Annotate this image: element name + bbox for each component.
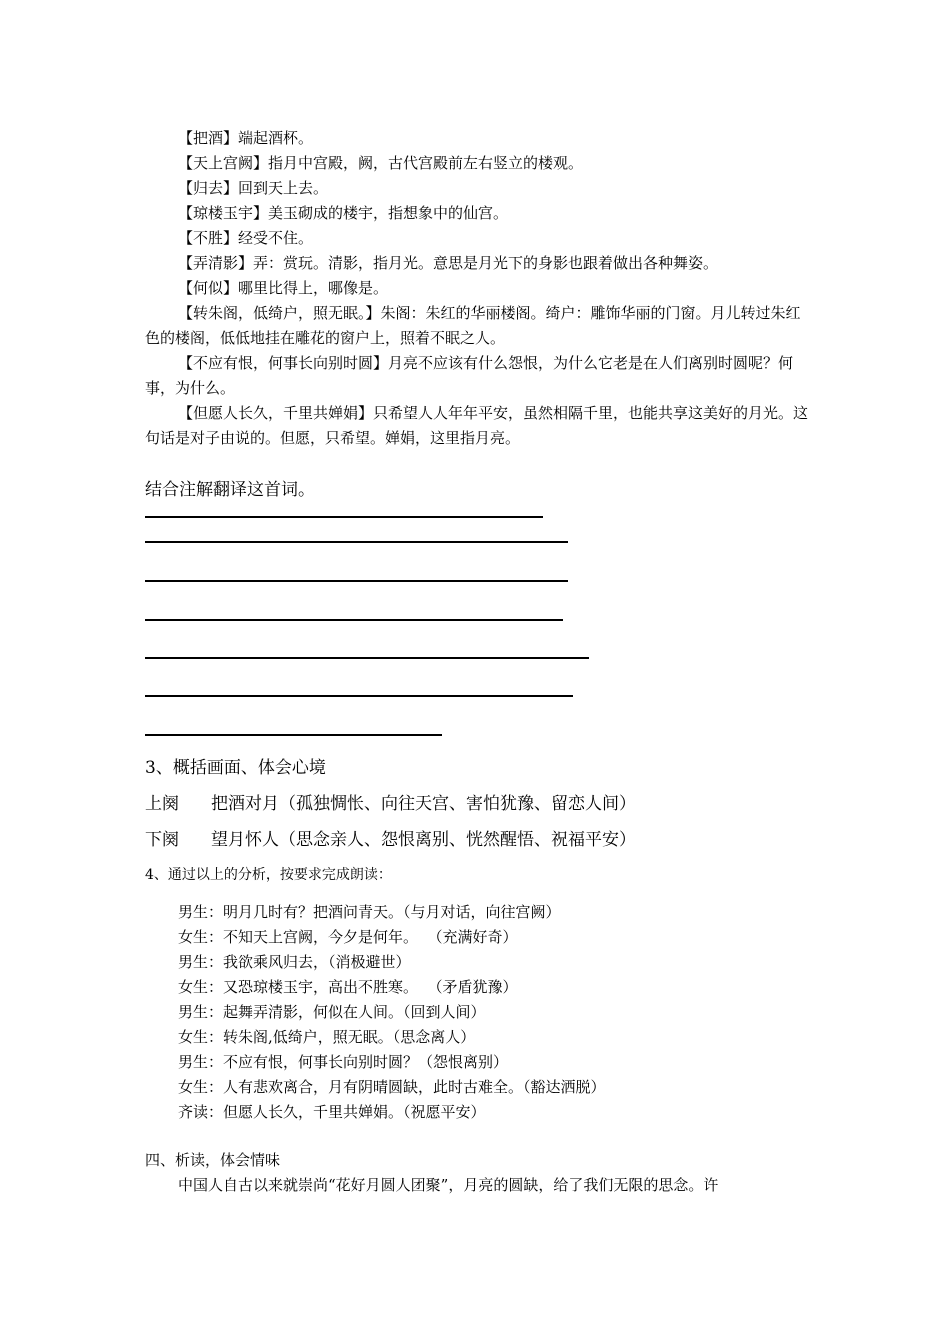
reading-line: 女生：又恐琼楼玉宇，高出不胜寒。 （矛盾犹豫） [178,978,518,996]
lower-stanza-text: 望月怀人（思念亲人、怨恨离别、恍然醒悟、祝福平安） [211,830,636,850]
annotation-item: 【不应有恨，何事长向别时圆】月亮不应该有什么怨恨，为什么它老是在人们离别时圆呢？何事，为什么。 [145,354,794,397]
upper-stanza-summary [145,792,636,816]
lower-stanza-summary [145,828,636,852]
reading-line: 女生：转朱阁,低绮户，照无眠。（思念离人） [178,1028,476,1046]
answer-blank-line [145,619,563,621]
annotation-item: 【天上宫阙】指月中宫殿，阙，古代宫殿前左右竖立的楼观。 [178,154,584,172]
answer-blank-line [145,695,573,697]
annotation-item: 【何似】哪里比得上，哪像是。 [178,279,389,297]
reading-line: 齐读：但愿人长久，千里共婵娟。（祝愿平安） [178,1103,486,1121]
answer-blank-line [145,580,568,582]
annotation-item: 【归去】回到天上去。 [178,179,329,197]
reading-line: 女生：人有悲欢离合，月有阴晴圆缺，此时古难全。（豁达洒脱） [178,1078,606,1096]
translate-prompt: 结合注解翻译这首词。 [145,480,315,500]
upper-stanza-tag: 上阕 [145,794,179,814]
annotation-list [145,126,810,451]
reading-line: 女生：不知天上宫阙，今夕是何年。 （充满好奇） [178,928,518,946]
annotation-item: 【转朱阁，低绮户，照无眠。】朱阁：朱红的华丽楼阁。绮户：雕饰华丽的门窗。月儿转过朱红色的楼阁，低低地挂在雕花的窗户上，照着不眠之人。 [145,304,801,347]
reading-assignment-list [178,900,606,1125]
annotation-item: 【琼楼玉宇】美玉砌成的楼宇，指想象中的仙宫。 [178,204,509,222]
annotation-item: 【不胜】经受不住。 [178,229,314,247]
section-4-title: 4、通过以上的分析，按要求完成朗读： [145,867,392,883]
answer-blank-line [145,734,442,736]
answer-blank-line [145,541,568,543]
upper-stanza-text: 把酒对月（孤独惆怅、向往天宫、害怕犹豫、留恋人间） [211,794,636,814]
annotation-item: 【把酒】端起酒杯。 [178,129,314,147]
section-four-title: 四、析读，体会情味 [145,1151,281,1169]
lower-stanza-tag: 下阕 [145,830,179,850]
reading-line: 男生：不应有恨，何事长向别时圆？（怨恨离别） [178,1053,509,1071]
section-3-title: 3、概括画面、体会心境 [145,758,326,778]
answer-blank-line [145,657,589,659]
annotation-item: 【弄清影】弄：赏玩。清影，指月光。意思是月光下的身影也跟着做出各种舞姿。 [178,254,719,272]
annotation-item: 【但愿人长久，千里共婵娟】只希望人人年年平安，虽然相隔千里，也能共享这美好的月光。这句话是对子由说的。但愿，只希望。婵娟，这里指月亮。 [145,404,809,447]
reading-line: 男生：起舞弄清影，何似在人间。（回到人间） [178,1003,486,1021]
reading-line: 男生：我欲乘风归去，（消极避世） [178,953,411,971]
reading-line: 男生：明月几时有？把酒问青天。（与月对话，向往宫阙） [178,903,561,921]
answer-blank-line [145,516,543,518]
section-four-paragraph: 中国人自古以来就崇尚“花好月圆人团聚”，月亮的圆缺，给了我们无限的思念。许 [178,1176,719,1194]
